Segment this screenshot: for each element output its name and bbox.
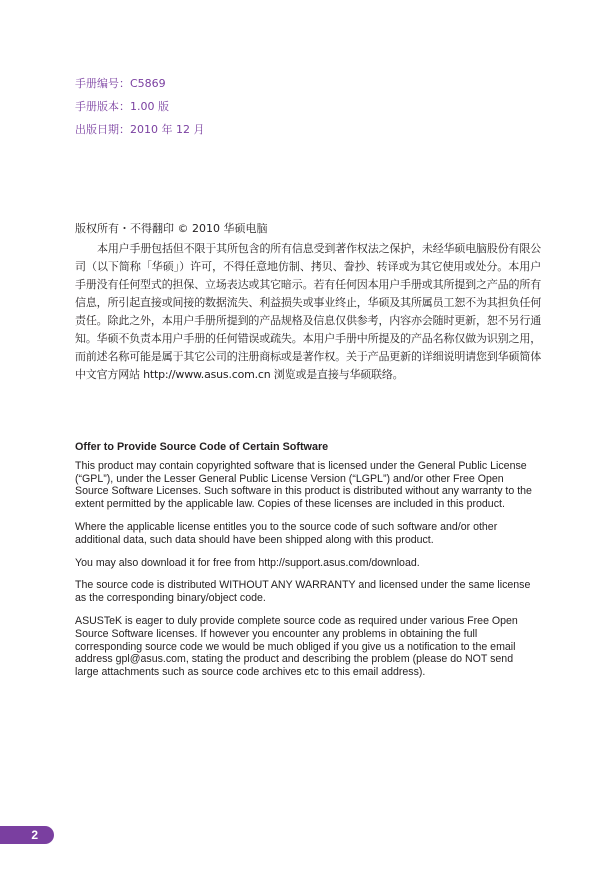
- copyright-body: 本用户手册包括但不限于其所包含的所有信息受到著作权法之保护，未经华硕电脑股份有限公司（以下简称「华硕」）许可，不得任意地仿制、拷贝、誊抄、转译或为其它使用或处分。本用户手册没有任何型式的担保、立场表达或其它暗示。若有任何因本用户手册或其所提到之产品的所有信息，所引起直接或间接的数据流失、利益损失或事业终止，华硕及其所属员工恕不为其担负任何责任。除此之外，本用户手册所提到的产品规格及信息仅供参考，内容亦会随时更新，恕不另行通知。华硕不负责本用户手册的任何错误或疏失。本用户手册中所提及的产品名称仅做为识别之用，而前述名称可能是属于其它公司的注册商标或是著作权。关于产品更新的详细说明请您到华硕简体中文官方网站 http://www.asus.com.cn 浏览或是直接与华硕联络。: [75, 242, 541, 381]
- offer-paragraph: You may also download it for free from http://support.asus.com/download.: [75, 556, 420, 569]
- offer-paragraph: This product may contain copyrighted software that is licensed under the General Public License (“GPL”), under the Lesser General Public License Version (“LGPL”) and/or other Free Open Source Software Licenses. Such software in this product is distributed without any warranty to the extent permitted by the applicable law. Copies of these licenses are included in this product.: [75, 459, 532, 511]
- offer-paragraph: The source code is distributed WITHOUT ANY WARRANTY and licensed under the same license as the corresponding binary/object code.: [75, 579, 531, 605]
- offer-paragraph: ASUSTeK is eager to duly provide complete source code as required under various Free Open Source Software licenses. If however you encounter any problems in obtaining the full corresponding source code we would be much obliged if you give us a notification to the email address gpl@asus.com, stating the product and describing the problem (please do NOT send large attachments such as source code archives etc to this email address).: [75, 614, 518, 679]
- manual-info: [75, 72, 204, 141]
- page-number-tab: [0, 826, 54, 844]
- copyright-heading: 版权所有・不得翻印 © 2010 华硕电脑: [75, 222, 268, 235]
- source-code-offer-title: Offer to Provide Source Code of Certain Software: [75, 441, 329, 453]
- offer-paragraph: Where the applicable license entitles you to the source code of such software and/or other additional data, such data should have been shipped along with this product.: [75, 520, 498, 546]
- manual-number: 手册编号：C5869: [75, 77, 166, 90]
- page-number: 2: [31, 828, 38, 842]
- copyright-section: [75, 220, 541, 384]
- source-code-offer-section: [75, 441, 537, 689]
- publication-date: 出版日期：2010 年 12 月: [75, 123, 205, 136]
- manual-version: 手册版本：1.00 版: [75, 100, 169, 113]
